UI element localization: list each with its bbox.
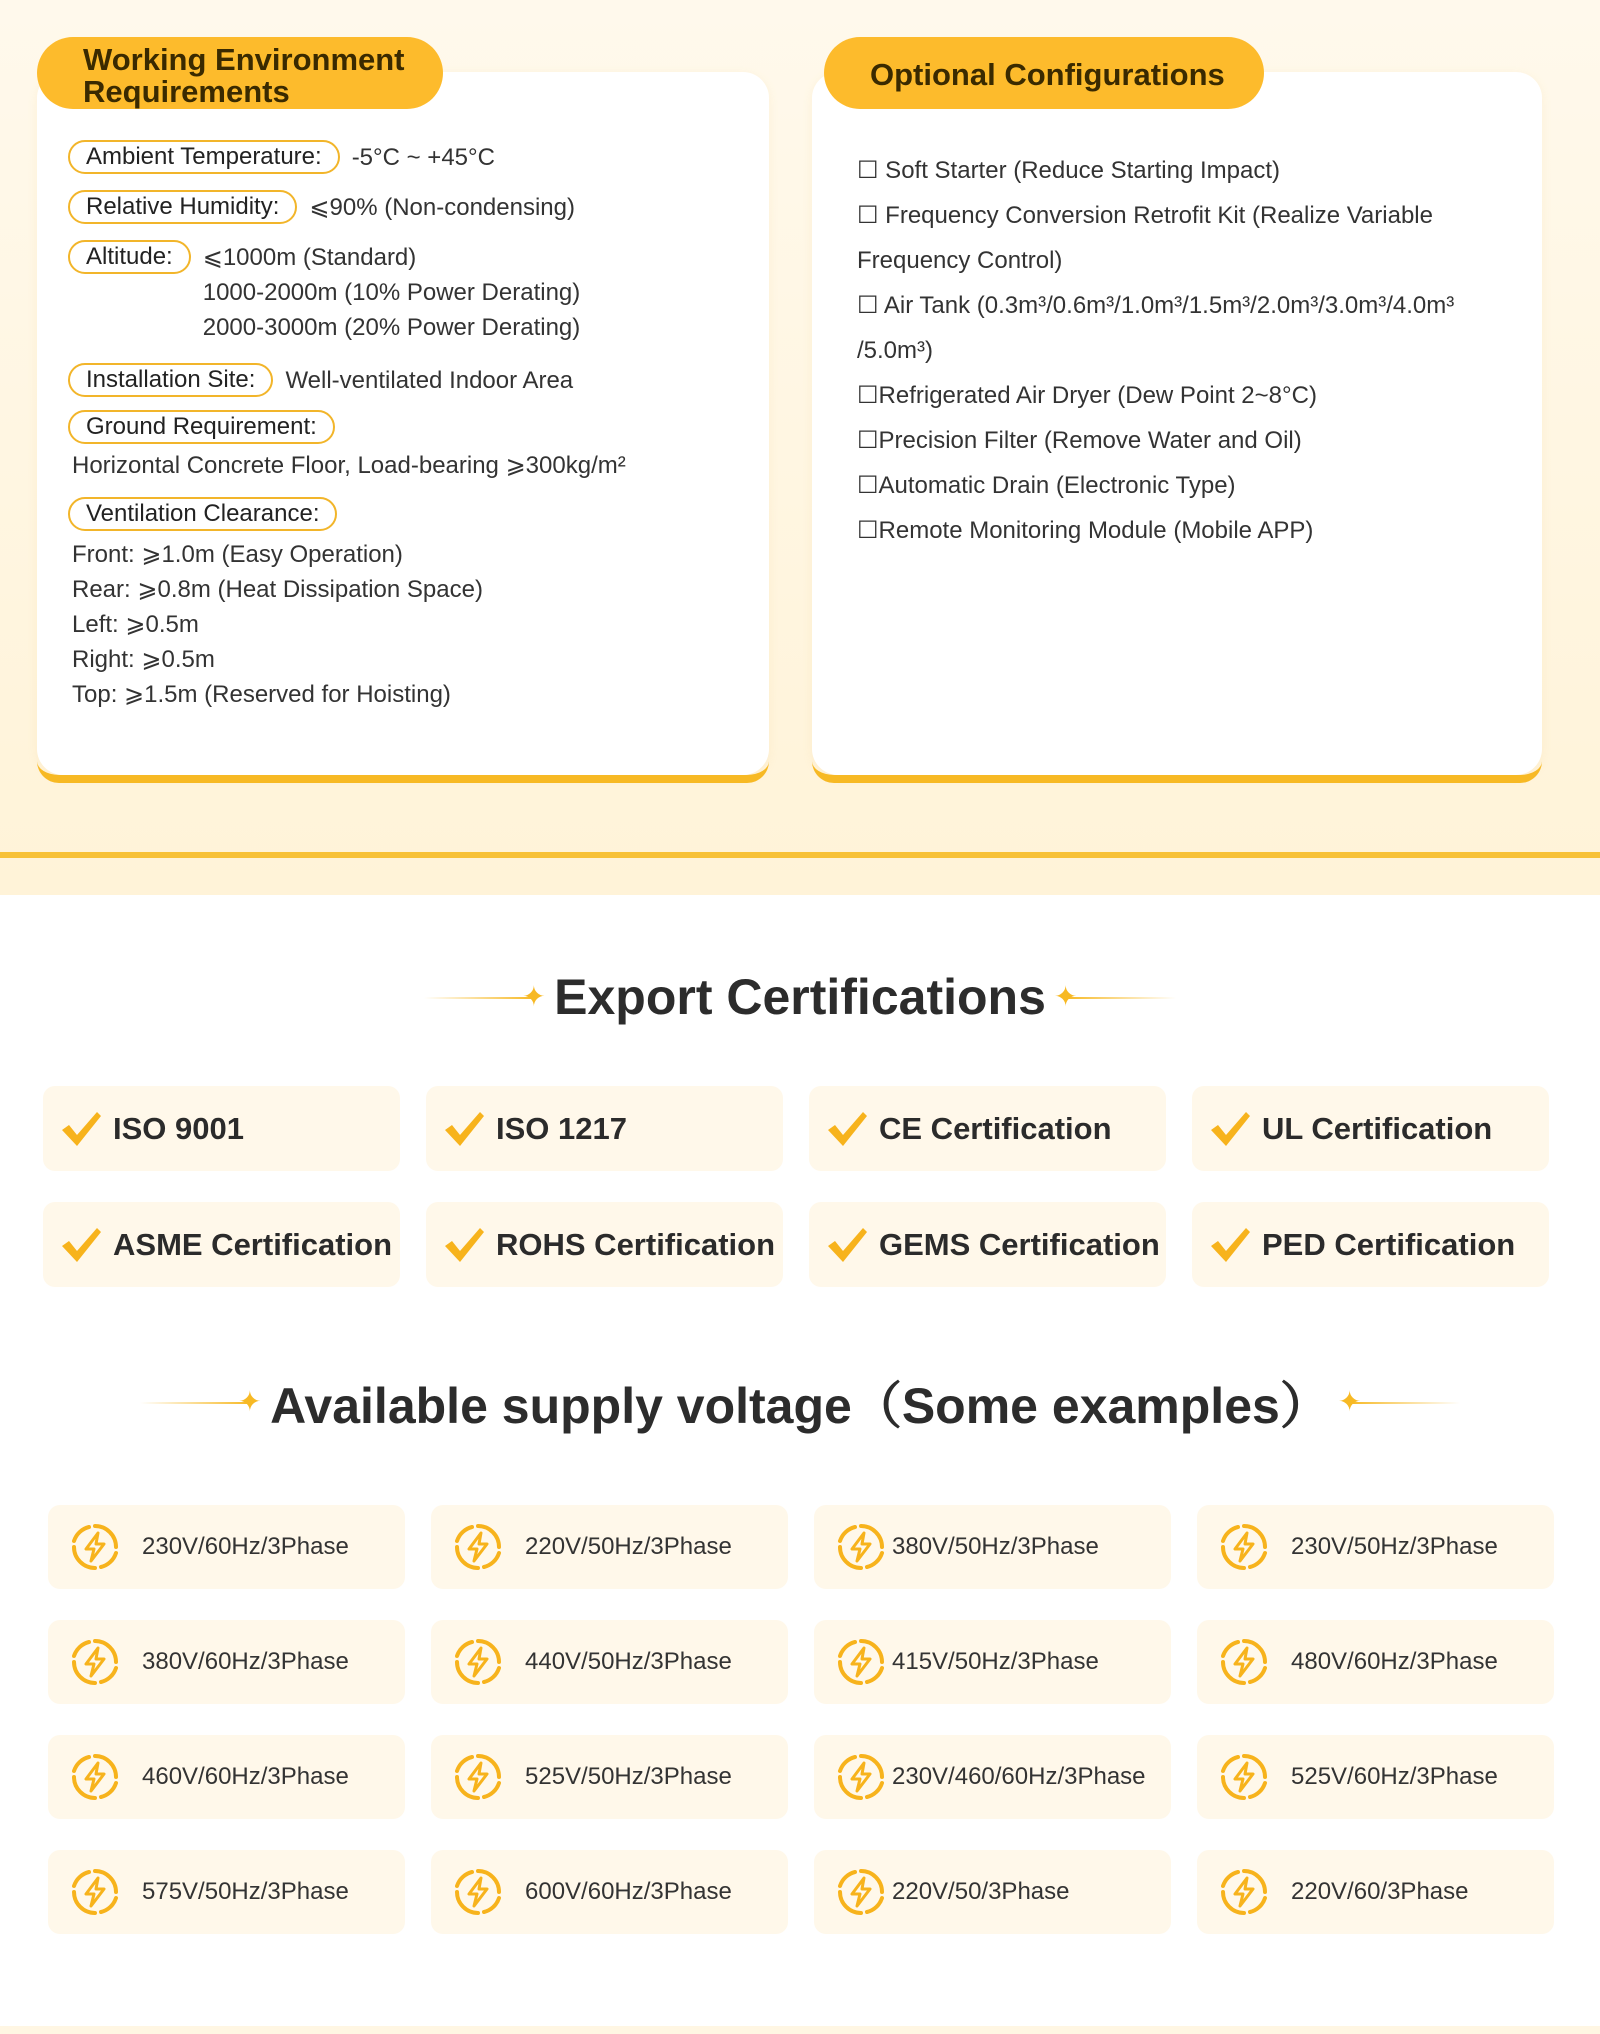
lightning-bolt-icon xyxy=(453,1522,503,1572)
voltage-label: 230V/60Hz/3Phase xyxy=(142,1533,349,1560)
voltage-label: 525V/60Hz/3Phase xyxy=(1291,1763,1498,1790)
env-value: Horizontal Concrete Floor, Load-bearing ⩾300kg/m² xyxy=(72,452,626,479)
lightning-bolt-icon xyxy=(70,1637,120,1687)
certification-label: ISO 1217 xyxy=(496,1110,627,1146)
voltage-label: 440V/50Hz/3Phase xyxy=(525,1648,732,1675)
voltage-card xyxy=(48,1850,405,1934)
check-icon xyxy=(1208,1225,1252,1265)
certifications-grid xyxy=(43,1086,1551,1287)
environment-title: Working Environment Requirements xyxy=(37,37,443,109)
voltage-card xyxy=(1197,1505,1554,1589)
check-icon xyxy=(442,1225,486,1265)
certification-label: ISO 9001 xyxy=(113,1110,244,1146)
voltage-label: 380V/60Hz/3Phase xyxy=(142,1648,349,1675)
certification-card xyxy=(1192,1202,1549,1287)
voltage-label: 575V/50Hz/3Phase xyxy=(142,1878,349,1905)
env-value: Well-ventilated Indoor Area xyxy=(285,367,574,394)
env-row-site xyxy=(68,363,758,398)
sparkle-star-icon xyxy=(424,997,534,999)
env-label: Ground Requirement: xyxy=(68,410,335,444)
certification-card xyxy=(1192,1086,1549,1171)
voltage-card xyxy=(431,1735,788,1819)
env-value: Left: ⩾0.5m xyxy=(72,611,199,638)
voltage-label: 380V/50Hz/3Phase xyxy=(892,1533,1099,1560)
env-row-altitude xyxy=(68,240,758,345)
certification-card xyxy=(43,1086,400,1171)
env-value: ⩽90% (Non-condensing) xyxy=(309,194,575,221)
voltage-label: 525V/50Hz/3Phase xyxy=(525,1763,732,1790)
check-icon xyxy=(59,1225,103,1265)
certification-card xyxy=(43,1202,400,1287)
voltage-label: 460V/60Hz/3Phase xyxy=(142,1763,349,1790)
lightning-bolt-icon xyxy=(453,1867,503,1917)
env-value: Front: ⩾1.0m (Easy Operation) xyxy=(72,541,403,568)
lightning-bolt-icon xyxy=(1219,1522,1269,1572)
bottom-band xyxy=(0,2026,1600,2034)
voltage-card xyxy=(814,1505,1171,1589)
voltage-card xyxy=(431,1850,788,1934)
certification-card xyxy=(426,1202,783,1287)
certification-label: PED Certification xyxy=(1262,1226,1516,1262)
lightning-bolt-icon xyxy=(70,1752,120,1802)
option-item: ☐Refrigerated Air Dryer (Dew Point 2~8°C) xyxy=(857,382,1317,409)
voltage-label: 220V/60/3Phase xyxy=(1291,1878,1469,1905)
env-label: Relative Humidity: xyxy=(68,190,297,224)
env-value: Rear: ⩾0.8m (Heat Dissipation Space) xyxy=(72,576,483,603)
certification-card xyxy=(426,1086,783,1171)
env-row-ground xyxy=(68,410,758,483)
options-list xyxy=(857,148,1517,553)
certification-label: CE Certification xyxy=(879,1110,1112,1146)
env-value: -5°C ~ +45°C xyxy=(351,144,495,171)
voltage-card xyxy=(1197,1620,1554,1704)
env-label: Ventilation Clearance: xyxy=(68,497,337,531)
voltage-label: 600V/60Hz/3Phase xyxy=(525,1878,732,1905)
sparkle-star-icon xyxy=(1066,997,1176,999)
lightning-bolt-icon xyxy=(1219,1752,1269,1802)
voltage-card xyxy=(48,1735,405,1819)
lightning-bolt-icon xyxy=(836,1752,886,1802)
lightning-bolt-icon xyxy=(453,1637,503,1687)
lightning-bolt-icon xyxy=(70,1867,120,1917)
option-item: ☐Precision Filter (Remove Water and Oil) xyxy=(857,427,1302,454)
certifications-title: Export Certifications xyxy=(554,969,1046,1025)
voltage-label: 230V/50Hz/3Phase xyxy=(1291,1533,1498,1560)
env-value: 1000-2000m (10% Power Derating) xyxy=(202,279,581,306)
certifications-heading xyxy=(0,968,1600,1026)
option-item: ☐ Soft Starter (Reduce Starting Impact) xyxy=(857,157,1281,184)
lightning-bolt-icon xyxy=(836,1637,886,1687)
certification-label: ASME Certification xyxy=(113,1226,393,1262)
divider-line xyxy=(0,852,1600,858)
lightning-bolt-icon xyxy=(1219,1867,1269,1917)
voltage-card xyxy=(431,1620,788,1704)
check-icon xyxy=(825,1225,869,1265)
voltage-label: 480V/60Hz/3Phase xyxy=(1291,1648,1498,1675)
certification-card xyxy=(809,1086,1166,1171)
lightning-bolt-icon xyxy=(453,1752,503,1802)
voltage-title: Available supply voltage（Some examples） xyxy=(270,1378,1330,1434)
option-item: ☐ Air Tank (0.3m³/0.6m³/1.0m³/1.5m³/2.0m³/3.0m³/4.0m³ xyxy=(857,292,1455,319)
check-icon xyxy=(825,1109,869,1149)
certification-label: GEMS Certification xyxy=(879,1226,1160,1262)
voltage-label: 220V/50/3Phase xyxy=(892,1878,1070,1905)
check-icon xyxy=(1208,1109,1252,1149)
env-label: Installation Site: xyxy=(68,363,273,397)
check-icon xyxy=(59,1109,103,1149)
option-item: ☐Automatic Drain (Electronic Type) xyxy=(857,472,1236,499)
lightning-bolt-icon xyxy=(836,1867,886,1917)
voltage-heading xyxy=(0,1366,1600,1438)
env-row-ventilation xyxy=(68,497,758,712)
voltage-grid xyxy=(48,1505,1556,1934)
voltage-card xyxy=(48,1620,405,1704)
env-row-humidity xyxy=(68,190,758,225)
voltage-card xyxy=(431,1505,788,1589)
voltage-card xyxy=(1197,1850,1554,1934)
env-label: Altitude: xyxy=(68,240,191,274)
voltage-label: 230V/460/60Hz/3Phase xyxy=(892,1763,1146,1790)
certification-label: UL Certification xyxy=(1262,1110,1493,1146)
option-item: /5.0m³) xyxy=(857,337,934,364)
certification-label: ROHS Certification xyxy=(496,1226,776,1262)
env-value: Right: ⩾0.5m xyxy=(72,646,215,673)
sparkle-star-icon xyxy=(140,1402,250,1404)
voltage-label: 220V/50Hz/3Phase xyxy=(525,1533,732,1560)
env-value: Top: ⩾1.5m (Reserved for Hoisting) xyxy=(72,681,451,708)
lightning-bolt-icon xyxy=(1219,1637,1269,1687)
lightning-bolt-icon xyxy=(70,1522,120,1572)
check-icon xyxy=(442,1109,486,1149)
certification-card xyxy=(809,1202,1166,1287)
voltage-card xyxy=(814,1850,1171,1934)
sparkle-star-icon xyxy=(1350,1402,1460,1404)
voltage-card xyxy=(1197,1735,1554,1819)
voltage-card xyxy=(814,1735,1171,1819)
env-value: ⩽1000m (Standard) xyxy=(202,244,417,271)
env-row-temperature xyxy=(68,140,758,175)
option-item: ☐Remote Monitoring Module (Mobile APP) xyxy=(857,517,1314,544)
env-label: Ambient Temperature: xyxy=(68,140,340,174)
voltage-card xyxy=(814,1620,1171,1704)
options-title: Optional Configurations xyxy=(824,37,1264,109)
option-item: ☐ Frequency Conversion Retrofit Kit (Realize Variable xyxy=(857,202,1433,229)
voltage-card xyxy=(48,1505,405,1589)
option-item: Frequency Control) xyxy=(857,247,1063,274)
environment-list xyxy=(68,140,758,726)
lightning-bolt-icon xyxy=(836,1522,886,1572)
env-value: 2000-3000m (20% Power Derating) xyxy=(202,314,581,341)
voltage-label: 415V/50Hz/3Phase xyxy=(892,1648,1099,1675)
